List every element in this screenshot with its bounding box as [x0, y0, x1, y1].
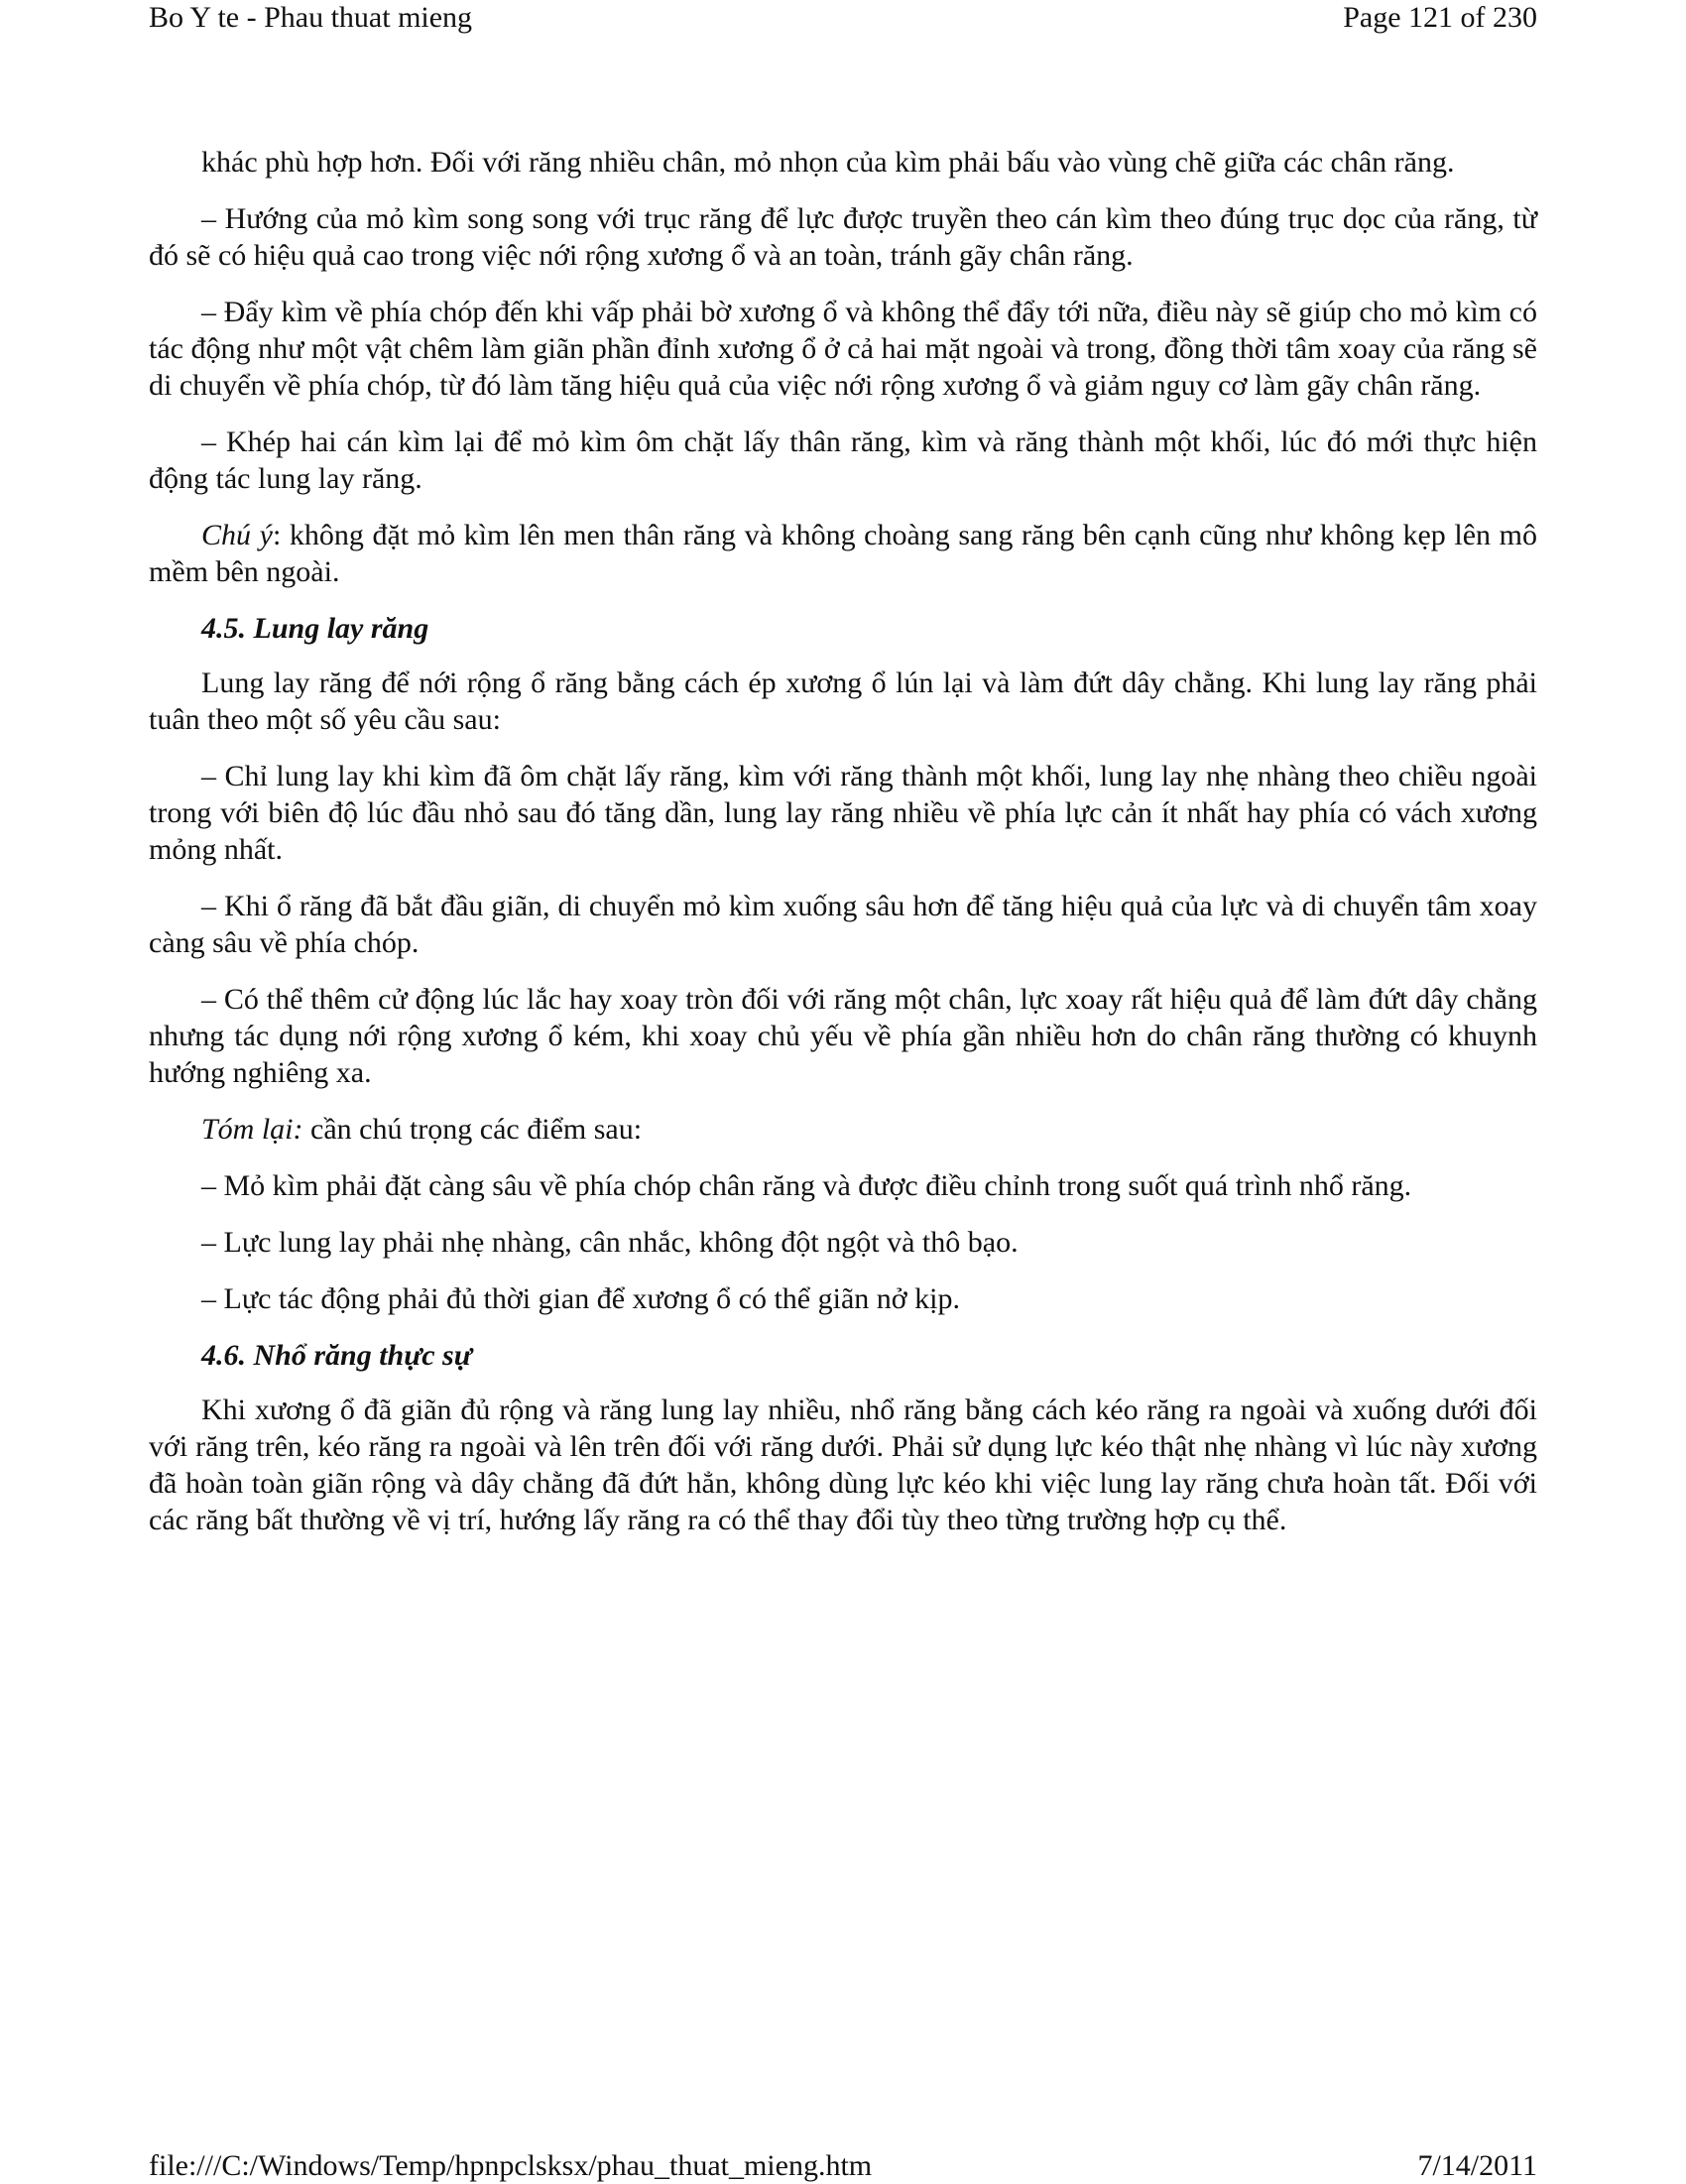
page-header — [149, 0, 1537, 40]
paragraph-summary — [149, 1111, 1537, 1148]
section-heading-4-6: 4.6. Nhổ răng thực sự — [201, 1339, 472, 1372]
file-path: file:///C:/Windows/Temp/hpnpclsksx/phau_thuat_mieng.htm — [149, 2149, 873, 2182]
paragraph: – Có thể thêm cử động lúc lắc hay xoay tròn đối với răng một chân, lực xoay rất hiệu quả để làm đứt dây chằng nhưng tác dụng nới rộng xương ổ kém, khi xoay chủ yếu về phía gần nhiều hơn do chân răng thường có khuynh hướng nghiêng xa. — [149, 983, 1537, 1089]
note-text: : không đặt mỏ kìm lên men thân răng và không choàng sang răng bên cạnh cũng như không kẹp lên mô mềm bên ngoài. — [149, 519, 1538, 588]
paragraph: – Lực tác động phải đủ thời gian để xương ổ có thể giãn nở kịp. — [201, 1282, 960, 1315]
summary-label: Tóm lại: — [201, 1113, 303, 1146]
document-title: Bo Y te - Phau thuat mieng — [149, 1, 473, 34]
paragraph-note — [149, 517, 1537, 590]
paragraph: – Đẩy kìm về phía chóp đến khi vấp phải bờ xương ổ và không thể đẩy tới nữa, điều này sẽ giúp cho mỏ kìm có tác động như một vật chêm làm giãn phần đỉnh xương ổ ở cả hai mặt ngoài và trong, đồng thời tâm xoay của răng sẽ di chuyển về phía chóp, từ đó làm tăng hiệu quả của việc nới rộng xương ổ và giảm nguy cơ làm gãy chân răng. — [149, 296, 1537, 402]
paragraph: Khi xương ổ đã giãn đủ rộng và răng lung lay nhiều, nhổ răng bằng cách kéo răng ra ngoài và xuống dưới đối với răng trên, kéo răng ra ngoài và lên trên đối với răng dưới. Phải sử dụng lực kéo thật nhẹ nhàng vì lúc này xương đã hoàn toàn giãn rộng và dây chằng đã đứt hẳn, không dùng lực kéo khi việc lung lay răng chưa hoàn tất. Đối với các răng bất thường về vị trí, hướng lấy răng ra có thể thay đổi tùy theo từng trường hợp cụ thể. — [149, 1394, 1537, 1536]
section-heading-4-5: 4.5. Lung lay răng — [201, 612, 429, 645]
page-footer — [149, 2148, 1537, 2184]
document-body — [149, 144, 1537, 1558]
print-date: 7/14/2011 — [1417, 2149, 1537, 2182]
paragraph: – Lực lung lay phải nhẹ nhàng, cân nhắc, không đột ngột và thô bạo. — [201, 1226, 1019, 1259]
paragraph: – Hướng của mỏ kìm song song với trục răng để lực được truyền theo cán kìm theo đúng trục dọc của răng, từ đó sẽ có hiệu quả cao trong việc nới rộng xương ổ và an toàn, tránh gãy chân răng. — [149, 202, 1537, 272]
paragraph: Lung lay răng để nới rộng ổ răng bằng cách ép xương ổ lún lại và làm đứt dây chằng. Khi lung lay răng phải tuân theo một số yêu cầu sau: — [149, 667, 1537, 736]
paragraph: – Khi ổ răng đã bắt đầu giãn, di chuyển mỏ kìm xuống sâu hơn để tăng hiệu quả của lực và di chuyển tâm xoay càng sâu về phía chóp. — [149, 890, 1537, 959]
paragraph: – Mỏ kìm phải đặt càng sâu về phía chóp chân răng và được điều chỉnh trong suốt quá trình nhổ răng. — [201, 1169, 1412, 1202]
paragraph: – Chỉ lung lay khi kìm đã ôm chặt lấy răng, kìm với răng thành một khối, lung lay nhẹ nhàng theo chiều ngoài trong với biên độ lúc đầu nhỏ sau đó tăng dần, lung lay răng nhiều về phía lực cản ít nhất hay phía có vách xương mỏng nhất. — [149, 760, 1537, 866]
page-number: Page 121 of 230 — [1343, 1, 1537, 34]
paragraph: khác phù hợp hơn. Đối với răng nhiều chân, mỏ nhọn của kìm phải bấu vào vùng chẽ giữa các chân răng. — [201, 146, 1455, 179]
paragraph: – Khép hai cán kìm lại để mỏ kìm ôm chặt lấy thân răng, kìm và răng thành một khối, lúc đó mới thực hiện động tác lung lay răng. — [149, 425, 1537, 495]
summary-text: cần chú trọng các điểm sau: — [302, 1113, 643, 1146]
note-label: Chú ý — [201, 519, 273, 551]
